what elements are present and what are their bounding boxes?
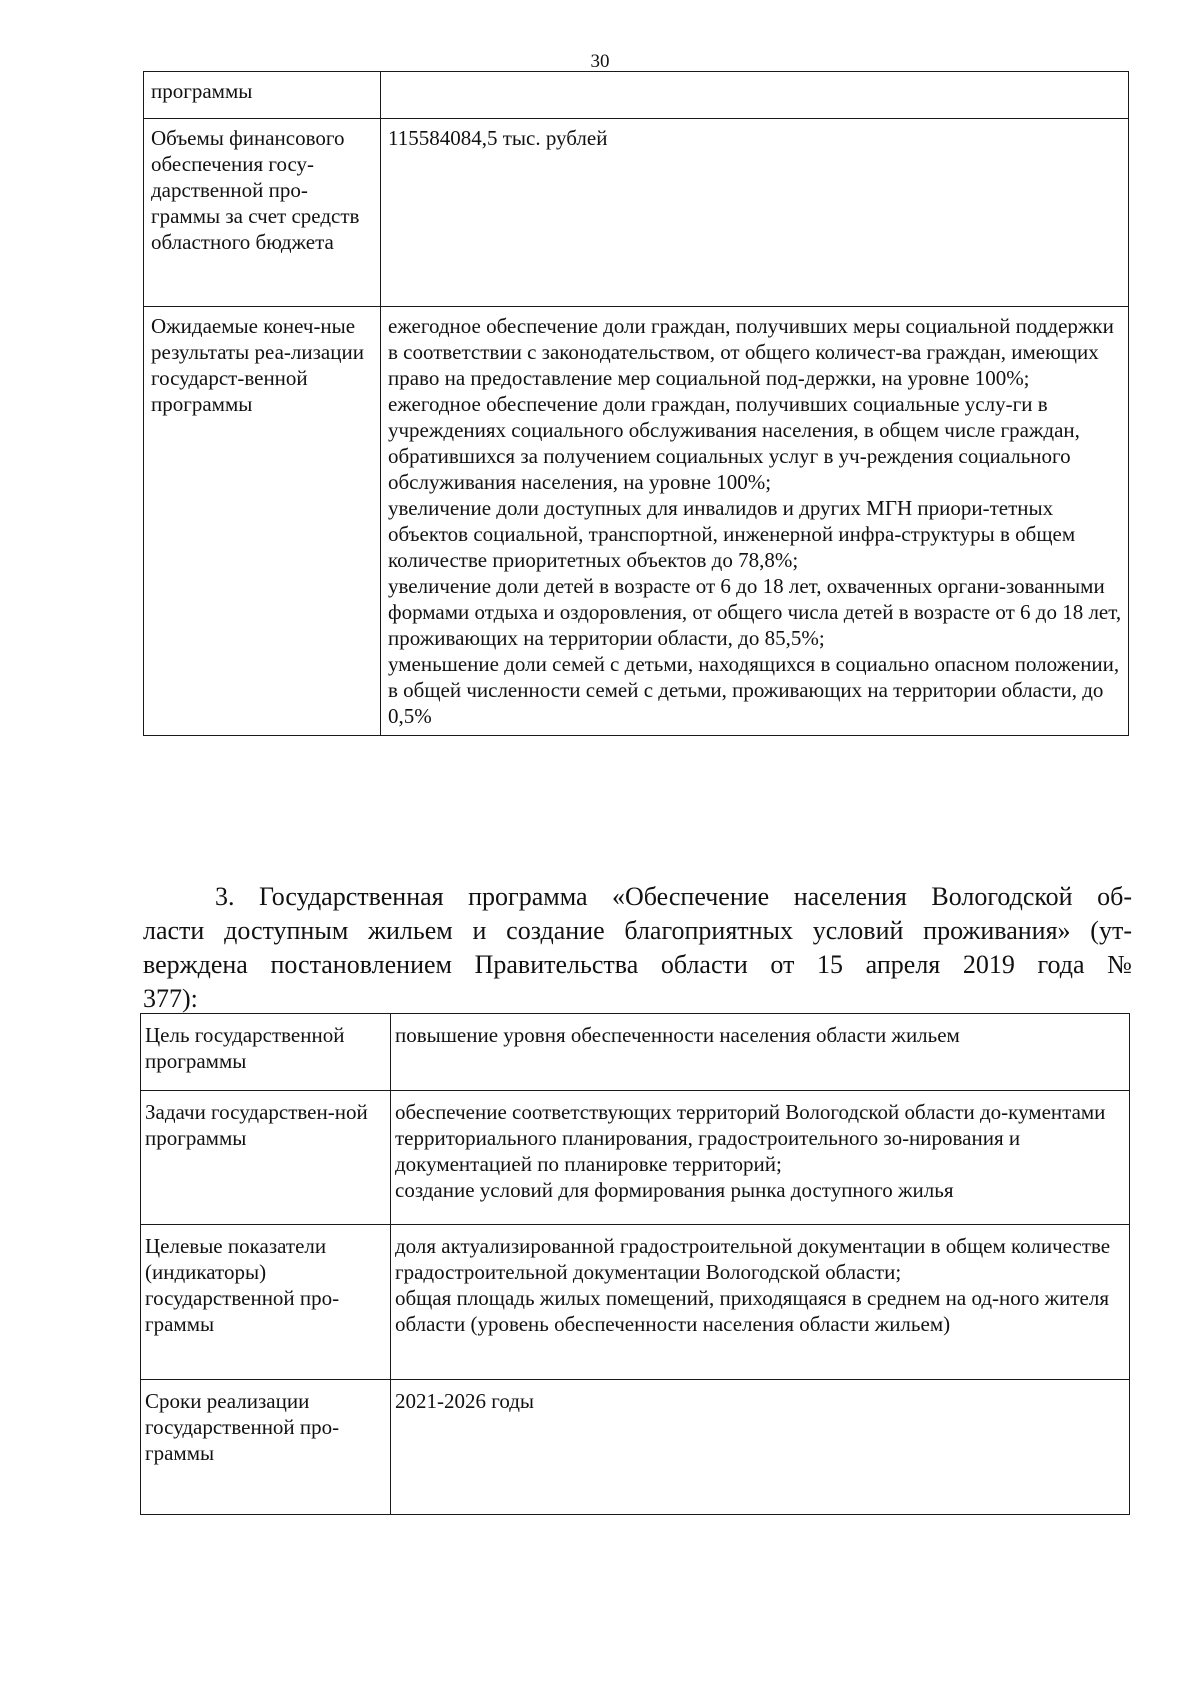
row-value [391, 1225, 1130, 1380]
table-row [144, 72, 1129, 119]
table-row [141, 1380, 1130, 1515]
row-value [381, 307, 1129, 736]
expected-result-item: ежегодное обеспечение доли граждан, получивших социальные услу-ги в учреждениях социального обслуживания населения, в общем числе граждан, обратившихся за получением социальных услуг в уч-реждения социального обслуживания населения, на уровне 100%; [388, 392, 1080, 494]
section-3-line: ласти доступным жильем и создание благоприятных условий проживания» (ут- [143, 916, 1132, 945]
row-label: Цель государственной программы [141, 1014, 391, 1091]
passport-table-continued [143, 71, 1129, 736]
row-value-item: общая площадь жилых помещений, приходящаяся в среднем на од-ного жителя области (уровень обеспеченности населения области жильем) [395, 1286, 1109, 1336]
row-value [381, 72, 1129, 119]
row-label: Целевые показатели (индикаторы) государственной про-граммы [141, 1225, 391, 1380]
row-value [391, 1091, 1130, 1225]
section-3-line: 377): [143, 984, 198, 1013]
page-number: 30 [590, 51, 610, 72]
expected-result-item: ежегодное обеспечение доли граждан, получивших меры социальной поддержки в соответствии с законодательством, от общего количест-ва граждан, имеющих право на предоставление мер социальной под-держки, на уровне 100%; [388, 314, 1114, 390]
program-passport-table [140, 1013, 1130, 1515]
row-label: Задачи государствен-ной программы [141, 1091, 391, 1225]
section-3-heading [143, 880, 1132, 1016]
row-value-item: 2021-2026 годы [395, 1389, 535, 1413]
row-value [391, 1014, 1130, 1091]
expected-result-item: увеличение доли доступных для инвалидов и других МГН приори-тетных объектов социальной, транспортной, инженерной инфра-структуры в общем количестве приоритетных объектов до 78,8%; [388, 496, 1076, 572]
table-row [141, 1091, 1130, 1225]
table-row [144, 119, 1129, 307]
table-row [141, 1225, 1130, 1380]
section-3-line: 3. Государственная программа «Обеспечение населения Вологодской об- [215, 882, 1132, 911]
row-label: Сроки реализации государственной про-граммы [141, 1380, 391, 1515]
row-label: Объемы финансового обеспечения госу-дарственной про-граммы за счет средств областного бюджета [144, 119, 381, 307]
row-value [391, 1380, 1130, 1515]
row-label: программы [144, 72, 381, 119]
expected-result-item: увеличение доли детей в возрасте от 6 до 18 лет, охваченных органи-зованными формами отдыха и оздоровления, от общего числа детей в возрасте от 6 до 18 лет, проживающих на территории области, до 85,5%; [388, 574, 1122, 650]
table-row [144, 307, 1129, 736]
row-value: 115584084,5 тыс. рублей [381, 119, 1129, 307]
row-value-item: доля актуализированной градостроительной документации в общем количестве градостроительной документации Вологодской области; [395, 1234, 1111, 1284]
row-value-item: обеспечение соответствующих территорий Вологодской области до-кументами территориального планирования, градостроительного зо-нирования и документацией по планировке территорий; [395, 1100, 1106, 1176]
expected-result-item: уменьшение доли семей с детьми, находящихся в социально опасном положении, в общей численности семей с детьми, проживающих на территории области, до 0,5% [388, 652, 1120, 728]
section-3-line: верждена постановлением Правительства области от 15 апреля 2019 года № [143, 950, 1132, 979]
row-label: Ожидаемые конеч-ные результаты реа-лизации государст-венной программы [144, 307, 381, 736]
row-value-item: создание условий для формирования рынка доступного жилья [395, 1178, 954, 1202]
table-row [141, 1014, 1130, 1091]
row-value-item: повышение уровня обеспеченности населения области жильем [395, 1023, 960, 1047]
